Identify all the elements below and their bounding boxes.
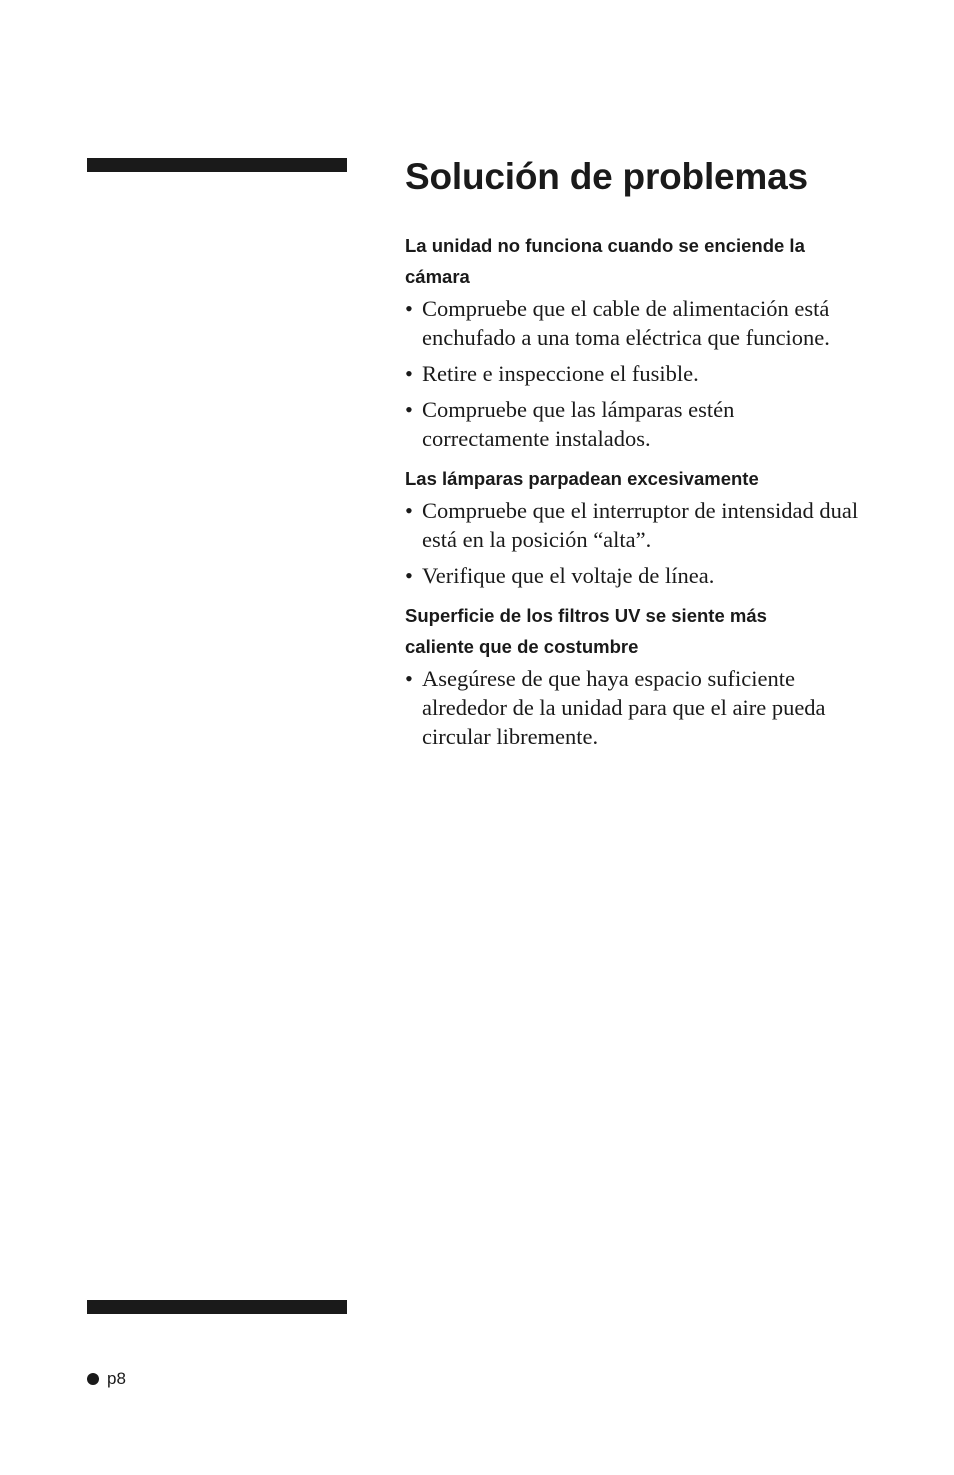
list-item — [405, 294, 865, 352]
list-item-text: Retire e inspeccione el fusible. — [422, 361, 699, 386]
list-item-text: Verifique que el voltaje de línea. — [422, 563, 715, 588]
top-rule — [87, 158, 347, 172]
bullet-list — [405, 664, 865, 751]
list-item — [405, 395, 865, 453]
bullet-list — [405, 496, 865, 590]
section-lamps-flicker — [405, 463, 865, 590]
bullet-icon: • — [405, 361, 413, 386]
section-heading: La unidad no funciona cuando se enciende la cámara — [405, 235, 805, 287]
bullet-list — [405, 294, 865, 453]
bullet-icon: • — [405, 666, 413, 691]
bullet-icon: • — [405, 296, 413, 321]
section-unit-not-working — [405, 230, 865, 453]
list-item-text: Compruebe que el cable de alimentación está enchufado a una toma eléctrica que funcione. — [422, 296, 830, 350]
list-item-text: Compruebe que las lámparas estén correctamente instalados. — [422, 397, 735, 451]
bullet-icon: • — [405, 498, 413, 523]
page-title: Solución de problemas — [405, 156, 808, 197]
footer-dot-icon — [87, 1373, 99, 1385]
bullet-icon: • — [405, 397, 413, 422]
section-heading: Las lámparas parpadean excesivamente — [405, 468, 759, 489]
list-item — [405, 664, 865, 751]
bottom-rule — [87, 1300, 347, 1314]
page-number: p8 — [107, 1369, 126, 1388]
section-uv-filters-hot — [405, 600, 865, 751]
list-item — [405, 561, 865, 590]
section-heading: Superficie de los filtros UV se siente más caliente que de costumbre — [405, 605, 767, 657]
page-footer — [87, 1369, 126, 1389]
main-content — [405, 150, 865, 761]
list-item-text: Asegúrese de que haya espacio suficiente alrededor de la unidad para que el aire pueda circular libremente. — [422, 666, 826, 749]
list-item — [405, 496, 865, 554]
list-item — [405, 359, 865, 388]
bullet-icon: • — [405, 563, 413, 588]
list-item-text: Compruebe que el interruptor de intensidad dual está en la posición “alta”. — [422, 498, 859, 552]
